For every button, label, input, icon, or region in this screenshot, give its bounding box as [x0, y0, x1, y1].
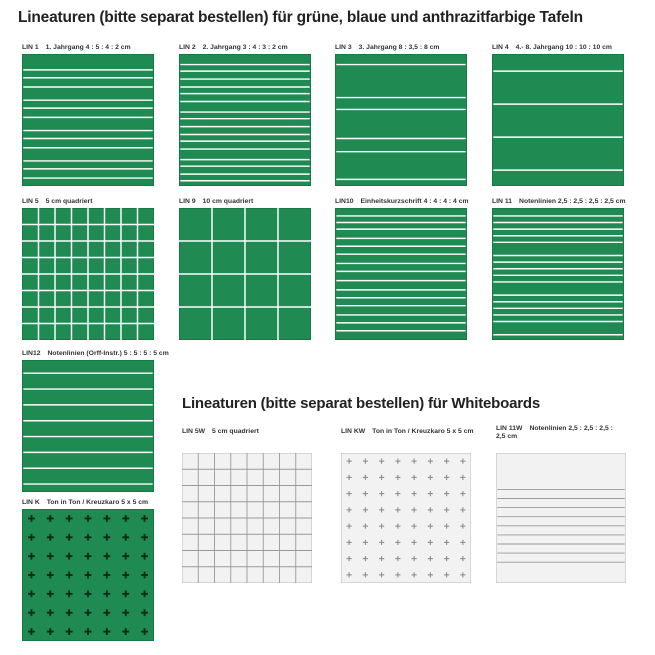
board-lin4[interactable]	[492, 54, 624, 186]
board-description: Einheitskurzschrift 4 : 4 : 4 : 4 cm	[360, 198, 469, 205]
board-description: 2. Jahrgang 3 : 4 : 3 : 2 cm	[202, 44, 288, 51]
caption-lin9	[179, 198, 253, 206]
board-lin9[interactable]	[179, 208, 311, 340]
board-code: LIN 3	[335, 44, 352, 51]
board-description: 10 cm quadriert	[202, 198, 254, 205]
board-code: LIN 2	[179, 44, 196, 51]
whiteboard-section-title: Lineaturen (bitte separat bestellen) für Whiteboards	[182, 395, 540, 412]
caption-lin12	[22, 350, 169, 358]
board-description: Ton in Ton / Kreuzkaro 5 x 5 cm	[372, 428, 474, 435]
board-linkw[interactable]	[341, 453, 471, 583]
board-lin5w[interactable]	[182, 453, 312, 583]
board-surface	[335, 208, 467, 340]
caption-lin3	[335, 44, 439, 52]
board-lin10[interactable]	[335, 208, 467, 340]
caption-lin10	[335, 198, 469, 206]
board-lin2[interactable]	[179, 54, 311, 186]
board-code: LIN KW	[341, 428, 366, 435]
board-lin12[interactable]	[22, 360, 154, 492]
board-code: LIN12	[22, 350, 41, 357]
board-code: LIN 11	[492, 198, 513, 205]
board-surface	[335, 54, 467, 186]
board-description: Ton in Ton / Kreuzkaro 5 x 5 cm	[46, 499, 149, 506]
board-description: 5 cm quadriert	[212, 428, 259, 435]
board-code: LIN 1	[22, 44, 39, 51]
board-surface	[22, 54, 154, 186]
board-pattern	[22, 509, 154, 641]
board-pattern	[22, 54, 154, 186]
board-pattern	[341, 453, 471, 583]
board-pattern	[179, 208, 311, 340]
board-description: Notenlinien (Orff-Instr.) 5 : 5 : 5 : 5 cm	[47, 350, 169, 357]
caption-lin4	[492, 44, 612, 52]
board-pattern	[22, 208, 154, 340]
board-code: LIN K	[22, 499, 40, 506]
board-code: LIN 9	[179, 198, 196, 205]
page-title: Lineaturen (bitte separat bestellen) für grüne, blaue und anthrazitfarbige Tafeln	[18, 9, 583, 26]
board-surface	[492, 54, 624, 186]
board-lin3[interactable]	[335, 54, 467, 186]
board-code: LIN 5W	[182, 428, 206, 435]
board-surface	[496, 453, 626, 583]
board-description: Notenlinien 2,5 : 2,5 : 2,5 : 2,5 cm	[496, 425, 613, 440]
board-pattern	[335, 54, 467, 186]
board-description: 4.- 8. Jahrgang 10 : 10 : 10 cm	[515, 44, 612, 51]
board-pattern	[22, 360, 154, 492]
caption-lin5	[22, 198, 92, 206]
caption-lin5w	[182, 428, 259, 436]
caption-linkw	[341, 428, 481, 436]
caption-lin1	[22, 44, 131, 52]
board-code: LIN 4	[492, 44, 509, 51]
board-surface	[22, 360, 154, 492]
board-pattern	[335, 208, 467, 340]
board-lin5[interactable]	[22, 208, 154, 340]
board-lin11[interactable]	[492, 208, 624, 340]
board-pattern	[492, 208, 624, 340]
board-lin11w[interactable]	[496, 453, 626, 583]
board-code: LIN10	[335, 198, 354, 205]
board-pattern	[496, 453, 626, 583]
board-surface	[492, 208, 624, 340]
caption-lin11	[492, 198, 626, 206]
board-description: 5 cm quadriert	[45, 198, 93, 205]
board-description: 1. Jahrgang 4 : 5 : 4 : 2 cm	[45, 44, 131, 51]
board-surface	[341, 453, 471, 583]
board-pattern	[179, 54, 311, 186]
board-code: LIN 11W	[496, 425, 523, 432]
board-description: 3. Jahrgang 8 : 3,5 : 8 cm	[358, 44, 440, 51]
board-code: LIN 5	[22, 198, 39, 205]
board-pattern	[182, 453, 312, 583]
caption-lin11w	[496, 425, 616, 441]
board-description: Notenlinien 2,5 : 2,5 : 2,5 : 2,5 cm	[519, 198, 626, 205]
caption-link	[22, 499, 148, 507]
board-pattern	[492, 54, 624, 186]
board-lin1[interactable]	[22, 54, 154, 186]
caption-lin2	[179, 44, 288, 52]
board-link[interactable]	[22, 509, 154, 641]
